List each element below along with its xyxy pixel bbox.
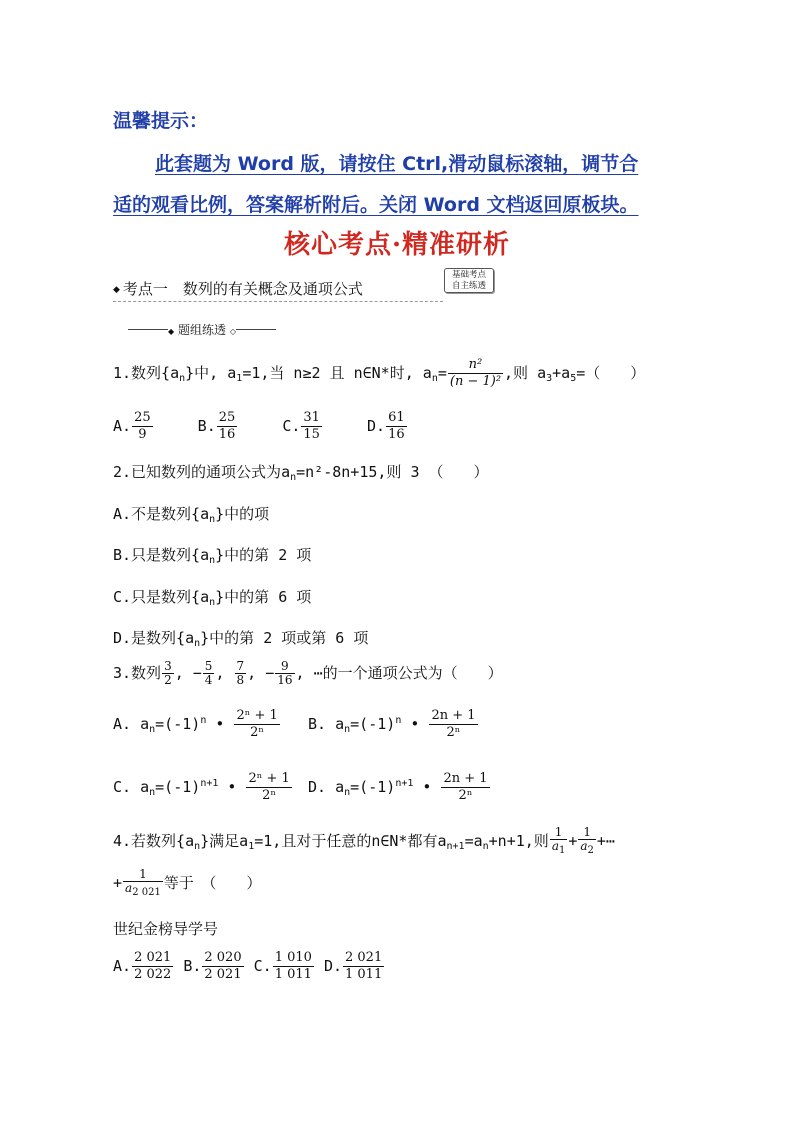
badge-line-2: 自主练透 [451, 281, 486, 291]
section-label: 考点一 数列的有关概念及通项公式 [122, 280, 363, 298]
question-source: 世纪金榜导学号 [113, 920, 219, 938]
question-4-line-2: + $\frac{1}{a_{2 021}}$ 等于 （ ） [113, 867, 262, 898]
q1-fraction: $\frac{\text{n²}}{\text{(n − 1)²}}$ [449, 357, 502, 389]
section-badge [444, 268, 494, 293]
q1-options [113, 410, 408, 443]
question-4: 4.若数列$\{a_n\}$满足$a_1=1$,且对于任意的n∈N*都有$a_{n+1}=a_n+n+1$,则 $\frac{1}{a_1}$ + $\frac{1}{a_2}$ +⋯ [113, 825, 615, 856]
tip-line-2: 适的观看比例，答案解析附后。关闭 Word 文档返回原板块。 [113, 194, 639, 216]
badge-line-1: 基础考点 [451, 270, 486, 280]
q4-option-c: C. $\frac{1 010}{1 011}$ [253, 950, 312, 982]
q4-option-a: A. $\frac{2 021}{2 022}$ [113, 950, 172, 982]
q2-option-b: B.只是数列$\{a_n\}$中的第 2 项 [113, 546, 312, 566]
q3-option-d: D. $a_n=(-1)^{n+1}$ • $\frac{2n + 1}{\text{2ⁿ}}$ [308, 771, 488, 803]
diamond-icon: ◆ [113, 285, 120, 295]
divider-left [128, 329, 168, 330]
diamond-small-icon-right: ◇ [229, 327, 236, 336]
q3-option-c: C. $a_n=(-1)^{n+1}$ • $\frac{\text{2ⁿ + 1}}{\text{2ⁿ}}$ [113, 771, 290, 803]
group-title: 题组练透 [177, 323, 226, 337]
diamond-small-icon: ◆ [168, 327, 175, 336]
q1-option-d: D. $\frac{61}{16}$ [367, 410, 405, 442]
question-3: 3.数列 $\frac{3}{2}$ , − $\frac{5}{4}$ , $\frac{7}{8}$ , − $\frac{9}{16}$ , ⋯的一个通项公式为（ ） [113, 659, 503, 687]
question-1: 1.数列$\{a_n\}$中, $a_1=1$,当 n≥2 且 n∈N*时, $a_n=$ $\frac{\text{n²}}{\text{(n − 1)²}}$ ,则 $a_3+a_5=$（ ） [113, 357, 646, 389]
q4-option-d: D. $\frac{2 021}{1 011}$ [323, 950, 383, 982]
q1-option-a: A. $\frac{25}{9}$ [113, 410, 151, 442]
q2-option-a: A.不是数列$\{a_n\}$中的项 [113, 505, 270, 525]
q3-option-a: A. $a_n=(-1)^n$ • $\frac{\text{2ⁿ + 1}}{\text{2ⁿ}}$ [113, 708, 278, 740]
section-title [113, 278, 443, 302]
q1-option-c: C. $\frac{31}{15}$ [282, 410, 320, 442]
q1-option-b: B. $\frac{25}{16}$ [197, 410, 236, 442]
q4-options [113, 950, 385, 983]
q2-option-d: D.是数列$\{a_n\}$中的第 2 项或第 6 项 [113, 629, 369, 649]
tip-line-1: 此套题为 Word 版，请按住 Ctrl,滑动鼠标滚轴，调节合 [155, 153, 639, 175]
tip-title: 温馨提示： [113, 110, 209, 132]
q3-option-b: B. $a_n=(-1)^n$ • $\frac{2n + 1}{\text{2ⁿ}}$ [308, 708, 476, 740]
group-title-row [128, 321, 276, 338]
page-heading: 核心考点·精准研析 [283, 230, 511, 260]
q2-option-c: C.只是数列$\{a_n\}$中的第 6 项 [113, 588, 312, 608]
q4-option-b: B. $\frac{2 020}{2 021}$ [183, 950, 242, 982]
divider-right [236, 329, 276, 330]
question-2: 2.已知数列的通项公式为$a_n=n^2-8n+15$,则 3 （ ） [113, 463, 489, 483]
